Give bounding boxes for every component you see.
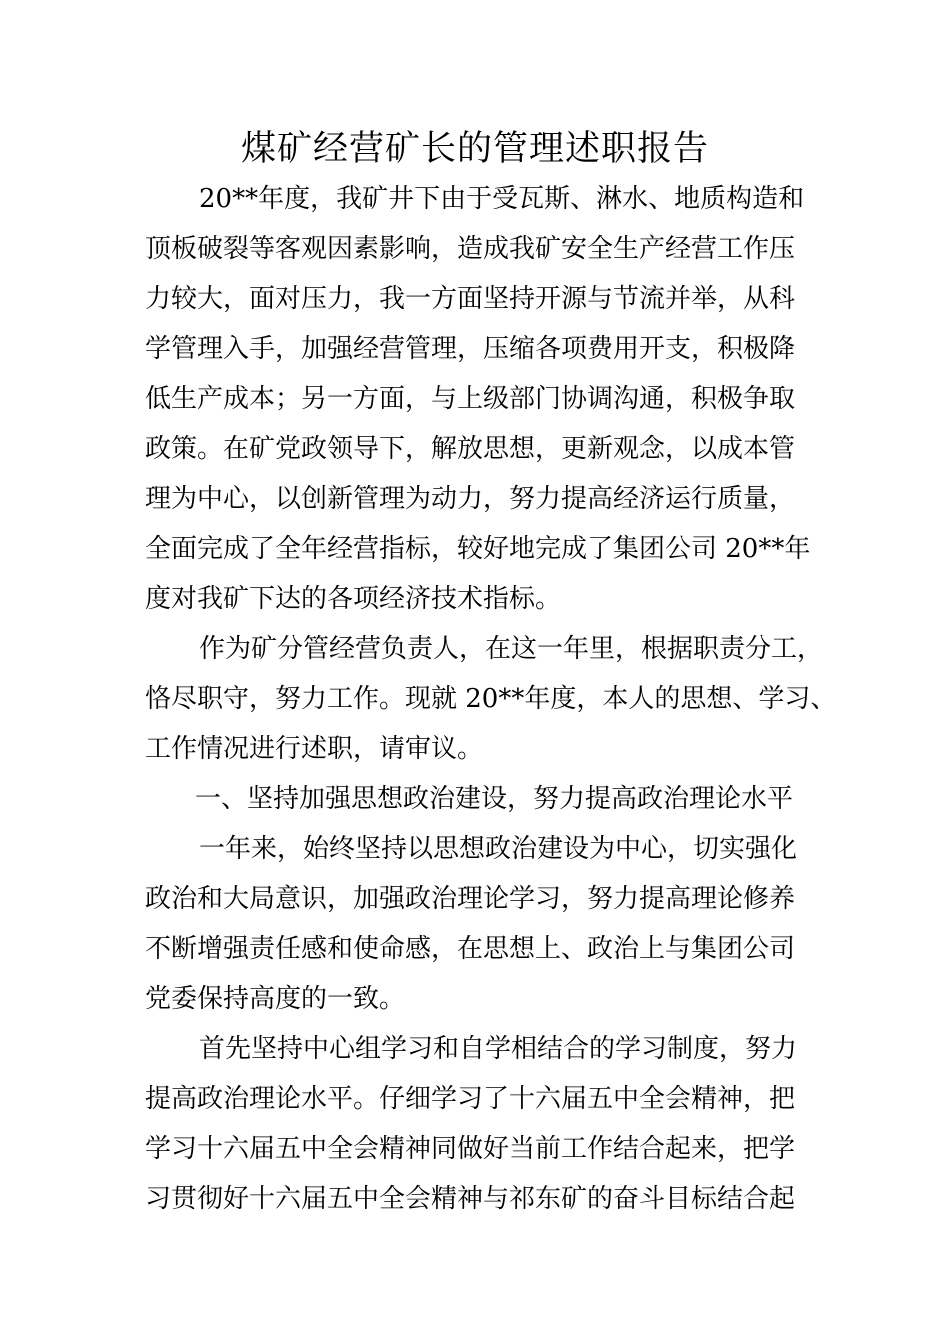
text-line: 习贯彻好十六届五中全会精神与祁东矿的奋斗目标结合起 — [145, 1184, 796, 1214]
text-line: 度对我矿下达的各项经济技术指标。 — [145, 584, 562, 614]
text-line: 顶板破裂等客观因素影响，造成我矿安全生产经营工作压 — [145, 234, 796, 264]
document-title: 煤矿经营矿长的管理述职报告 — [240, 129, 709, 169]
text-line: 不断增强责任感和使命感，在思想上、政治上与集团公司 — [145, 934, 796, 964]
text-line: 力较大，面对压力，我一方面坚持开源与节流并举，从科 — [145, 284, 796, 314]
text-line: 理为中心，以创新管理为动力，努力提高经济运行质量， — [145, 484, 796, 514]
text-line: 学习十六届五中全会精神同做好当前工作结合起来，把学 — [145, 1134, 796, 1164]
text-line: 一年来，始终坚持以思想政治建设为中心，切实强化 — [199, 834, 798, 864]
text-line: 恪尽职守，努力工作。现就 20**年度，本人的思想、学习、 — [145, 684, 837, 714]
text-line: 低生产成本；另一方面，与上级部门协调沟通，积极争取 — [145, 384, 796, 414]
text-line: 全面完成了全年经营指标，较好地完成了集团公司 20**年 — [145, 534, 811, 564]
text-line: 首先坚持中心组学习和自学相结合的学习制度，努力 — [199, 1034, 798, 1064]
text-line: 作为矿分管经营负责人，在这一年里，根据职责分工， — [199, 634, 824, 664]
text-line: 学管理入手，加强经营管理，压缩各项费用开支，积极降 — [145, 334, 796, 364]
text-line: 提高政治理论水平。仔细学习了十六届五中全会精神，把 — [145, 1084, 796, 1114]
text-line: 工作情况进行述职，请审议。 — [145, 734, 484, 764]
section-heading: 一、坚持加强思想政治建设，努力提高政治理论水平 — [195, 784, 794, 814]
text-line: 政治和大局意识，加强政治理论学习，努力提高理论修养 — [145, 884, 796, 914]
text-line: 党委保持高度的一致。 — [145, 984, 406, 1014]
text-line: 20**年度，我矿井下由于受瓦斯、淋水、地质构造和 — [199, 184, 805, 214]
text-line: 政策。在矿党政领导下，解放思想，更新观念，以成本管 — [145, 434, 796, 464]
